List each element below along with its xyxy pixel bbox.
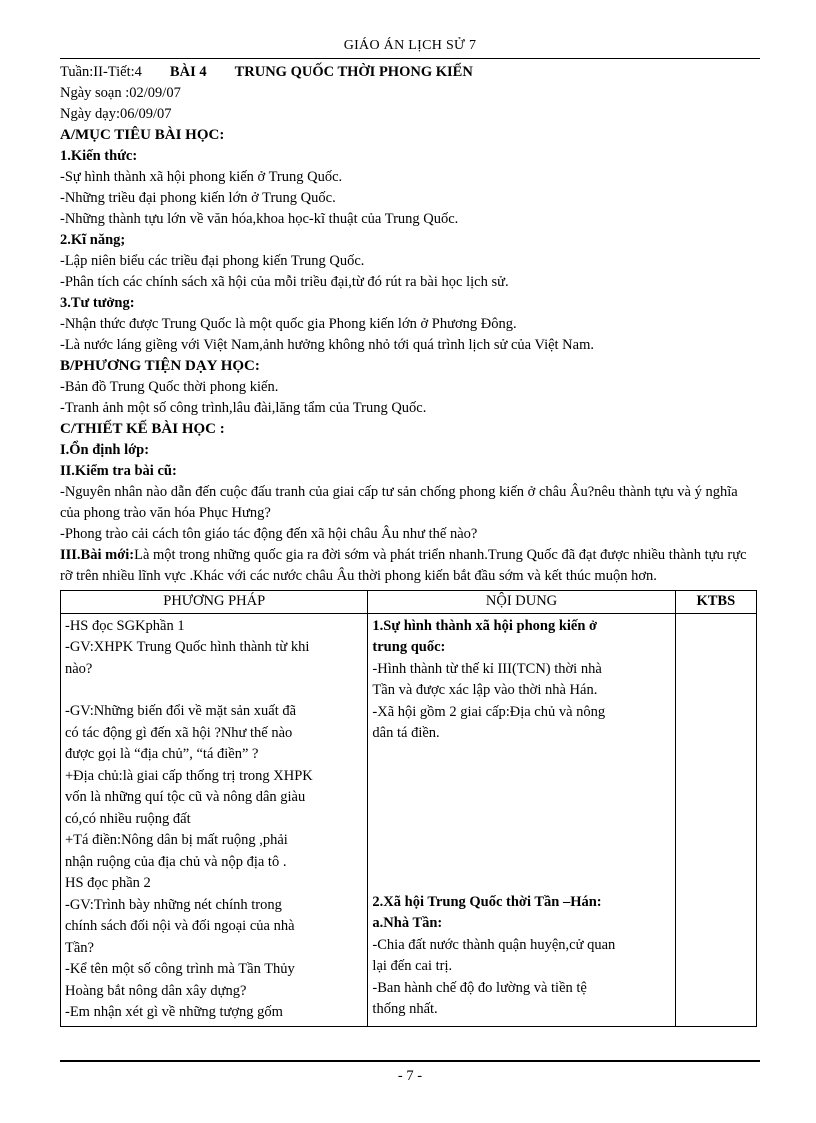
method-line: -GV:Những biến đổi về mặt sản xuất đã	[65, 703, 297, 719]
knowledge-item: -Sự hình thành xã hội phong kiến ở Trung Quốc.	[60, 169, 343, 185]
method-cell	[61, 613, 368, 1026]
method-line: +Địa chủ:là giai cấp thống trị trong XHPK	[65, 767, 313, 784]
table-header-row	[61, 591, 757, 614]
content-spacer	[372, 850, 670, 871]
method-column-header: PHƯƠNG PHÁP	[61, 591, 368, 614]
new-lesson-text: Là một trong những quốc gia ra đời sớm và phát triển nhanh.Trung Quốc đã đạt được nhiều thành tựu rực rỡ trên nhiều lĩnh vực .Khác với các nước châu Âu thời phong kiến bắt đầu sớm và kết thúc muộn hơn.	[60, 547, 747, 584]
knowledge-heading: 1.Kiến thức:	[60, 148, 138, 164]
method-spacer	[65, 680, 363, 701]
new-lesson-label: III.Bài mới:	[60, 547, 135, 563]
method-line: -GV:XHPK Trung Quốc hình thành từ khi	[65, 639, 310, 655]
lesson-number: BÀI 4	[169, 64, 207, 80]
content-spacer	[372, 766, 670, 787]
method-line: Hoàng bắt nông dân xây dựng?	[65, 982, 247, 999]
method-line: chính sách đối nội và đối ngoại của nhà	[65, 918, 295, 934]
method-line: -GV:Trình bày những nét chính trong	[65, 896, 282, 913]
content-subheading: a.Nhà Tần:	[372, 915, 443, 931]
lesson-title-line	[60, 62, 760, 83]
prepared-date: Ngày soạn :02/09/07	[60, 85, 181, 101]
ktbs-column-header: KTBS	[675, 591, 756, 614]
content-line: thống nhất.	[372, 1001, 438, 1017]
section-a-heading: A/MỤC TIÊU BÀI HỌC:	[60, 127, 225, 143]
method-line: +Tá điền:Nông dân bị mất ruộng ,phải	[65, 832, 288, 848]
section-b-heading: B/PHƯƠNG TIỆN DẠY HỌC:	[60, 358, 260, 374]
taught-date: Ngày dạy:06/09/07	[60, 106, 172, 122]
method-line: -HS đọc SGKphần 1	[65, 617, 185, 634]
method-line: được gọi là “địa chủ”, “tá điền” ?	[65, 746, 259, 762]
thought-heading: 3.Tư tưởng:	[60, 295, 135, 311]
method-line: nhận ruộng của địa chủ và nộp địa tô .	[65, 853, 287, 870]
method-line: Tần?	[65, 939, 94, 956]
content-cell	[368, 613, 675, 1026]
materials-item: -Bản đồ Trung Quốc thời phong kiến.	[60, 379, 279, 395]
skills-item: -Phân tích các chính sách xã hội của mỗi triều đại,từ đó rút ra bài học lịch sử.	[60, 274, 509, 290]
review-question: -Nguyên nhân nào dẫn đến cuộc đấu tranh của giai cấp tư sản chống phong kiến ở châu Âu?nêu thành tựu và ý nghĩa của phong trào văn hóa Phục Hưng?	[60, 484, 738, 521]
page-number: - 7 -	[397, 1068, 423, 1084]
page-header-title: GIÁO ÁN LỊCH SỬ 7	[343, 38, 477, 53]
method-line: vốn là những quí tộc cũ và nông dân giàu	[65, 789, 306, 805]
content-spacer	[372, 787, 670, 808]
content-line: lại đến cai trị.	[372, 958, 453, 974]
thought-item: -Là nước láng giềng với Việt Nam,ảnh hưởng không nhỏ tới quá trình lịch sử của Việt Nam.	[60, 337, 594, 353]
method-line: -Kể tên một số công trình mà Tần Thủy	[65, 961, 295, 977]
content-line: -Ban hành chế độ đo lường và tiền tệ	[372, 979, 587, 996]
footer-divider	[60, 1060, 760, 1062]
content-spacer	[372, 808, 670, 829]
review-question: -Phong trào cải cách tôn giáo tác động đến xã hội châu Âu như thế nào?	[60, 526, 478, 542]
review-heading: II.Kiểm tra bài cũ:	[60, 463, 177, 479]
thought-item: -Nhận thức được Trung Quốc là một quốc gia Phong kiến lớn ở Phương Đông.	[60, 316, 517, 332]
content-line: -Chia đất nước thành quận huyện,cử quan	[372, 936, 616, 953]
materials-item: -Tranh ảnh một số công trình,lâu đài,lăng tẩm của Trung Quốc.	[60, 400, 427, 416]
method-line: có tác động gì đến xã hội ?Như thế nào	[65, 724, 293, 741]
content-line: Tần và được xác lập vào thời nhà Hán.	[372, 682, 598, 698]
content-heading: 1.Sự hình thành xã hội phong kiến ở	[372, 617, 598, 634]
section-c-heading: C/THIẾT KẾ BÀI HỌC :	[60, 421, 225, 437]
content-line: -Xã hội gồm 2 giai cấp:Địa chủ và nông	[372, 703, 606, 720]
lesson-title: TRUNG QUỐC THỜI PHONG KIẾN	[234, 64, 473, 80]
content-column-header: NỘI DUNG	[368, 591, 675, 614]
content-spacer	[372, 871, 670, 892]
method-line: HS đọc phần 2	[65, 875, 151, 891]
table-row	[61, 613, 757, 1026]
method-line: -Em nhận xét gì về những tượng gốm	[65, 1004, 283, 1020]
skills-item: -Lập niên biểu các triều đại phong kiến Trung Quốc.	[60, 253, 365, 269]
ktbs-cell	[675, 613, 756, 1026]
knowledge-item: -Những triều đại phong kiến lớn ở Trung Quốc.	[60, 190, 336, 206]
content-line: -Hình thành từ thế kỉ III(TCN) thời nhà	[372, 660, 602, 677]
content-spacer	[372, 829, 670, 850]
knowledge-item: -Những thành tựu lớn về văn hóa,khoa học-kĩ thuật của Trung Quốc.	[60, 211, 459, 227]
method-line: nào?	[65, 660, 93, 677]
stabilize-heading: I.Ổn định lớp:	[60, 442, 150, 458]
header-divider	[60, 58, 760, 59]
content-spacer	[372, 745, 670, 766]
content-line: dân tá điền.	[372, 725, 440, 741]
new-lesson-intro	[60, 545, 760, 587]
method-line: có,có nhiều ruộng đất	[65, 810, 191, 827]
skills-heading: 2.Kĩ năng;	[60, 232, 126, 248]
lesson-plan-table	[60, 590, 757, 1027]
document-body	[60, 62, 760, 1027]
content-heading: 2.Xã hội Trung Quốc thời Tần –Hán:	[372, 893, 602, 910]
content-heading: trung quốc:	[372, 639, 446, 655]
lesson-week: Tuần:II-Tiết:4	[60, 64, 142, 80]
